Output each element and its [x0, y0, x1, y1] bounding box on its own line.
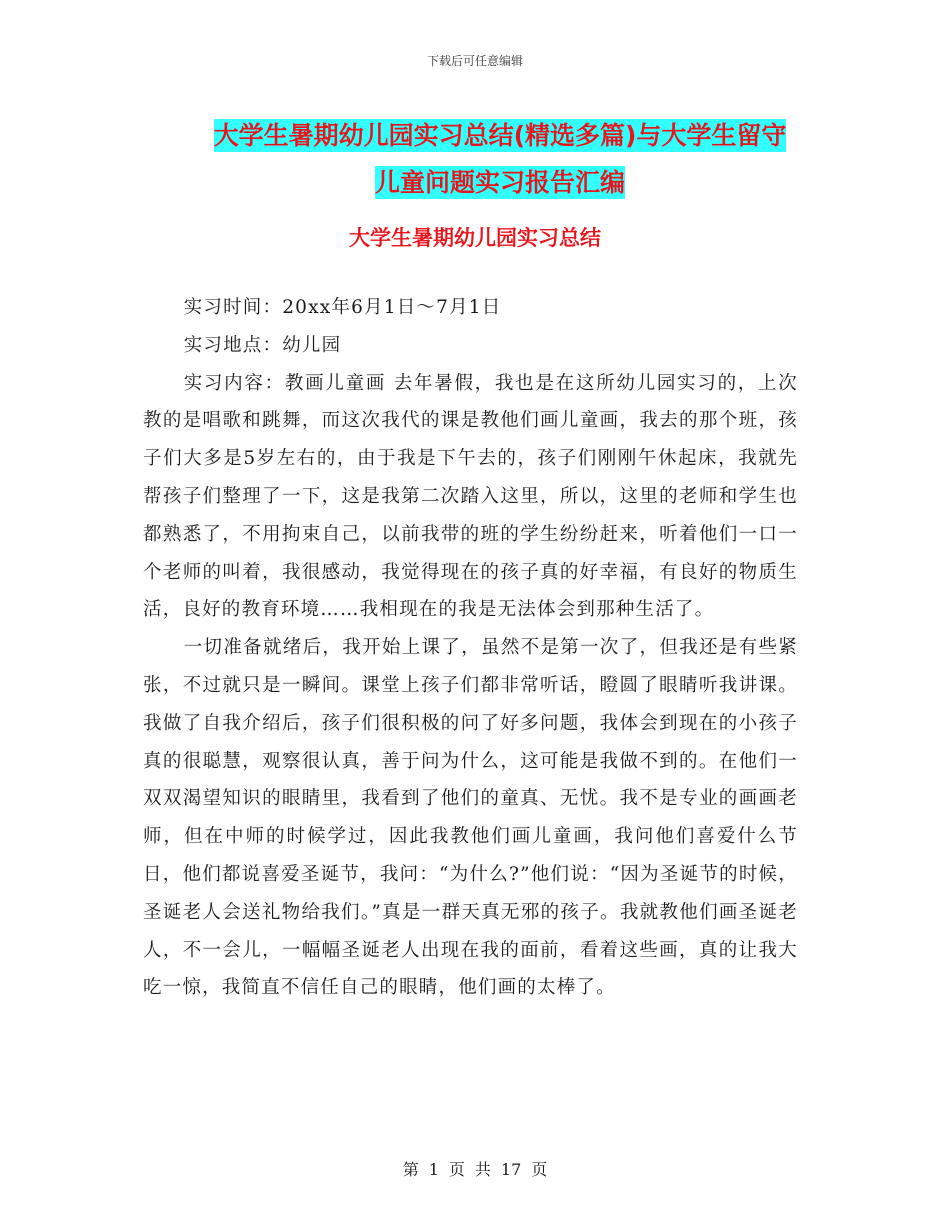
footer-prefix: 第 — [402, 1160, 419, 1179]
section-title: 大学生暑期幼儿园实习总结 — [349, 226, 601, 250]
page-footer — [0, 1157, 950, 1180]
footer-page-number: 1 — [428, 1160, 439, 1179]
document-title — [140, 112, 860, 206]
footer-page-unit: 页 — [448, 1160, 465, 1179]
body-text — [143, 289, 798, 1007]
document-title-line2: 儿童问题实习报告汇编 — [374, 168, 625, 197]
document-title-line1: 大学生暑期幼儿园实习总结(精选多篇)与大学生留守 — [213, 121, 787, 150]
footer-total-unit: 页 — [531, 1160, 548, 1179]
footer-total-prefix: 共 — [474, 1160, 491, 1179]
paragraph-internship-content: 实习内容：教画儿童画 去年暑假，我也是在这所幼儿园实习的，上次教的是唱歌和跳舞，而这次我代的课是教他们画儿童画，我去的那个班，孩子们大多是5岁左右的，由于我是下午去的，孩子们刚刚午休起床，我就先帮孩子们整理了一下，这是我第二次踏入这里，所以，这里的老师和学生也都熟悉了，不用拘束自己，以前我带的班的学生纷纷赶来，听着他们一口一个老师的叫着，我很感动，我觉得现在的孩子真的好幸福，有良好的物质生活，良好的教育环境……我相现在的我是无法体会到那种生活了。 — [143, 372, 798, 621]
header-note: 下载后可任意编辑 — [426, 54, 523, 68]
paragraph-internship-time: 实习时间：20xx年6月1日～7月1日 — [183, 297, 502, 318]
paragraph-internship-location: 实习地点：幼儿园 — [183, 334, 342, 356]
footer-total-pages: 17 — [500, 1160, 522, 1179]
paragraph-class-experience: 一切准备就绪后，我开始上课了，虽然不是第一次了，但我还是有些紧张，不过就只是一瞬间。课堂上孩子们都非常听话，瞪圆了眼睛听我讲课。我做了自我介绍后，孩子们很积极的问了好多问题，我体会到现在的小孩子真的很聪慧，观察很认真，善于问为什么，这可能是我做不到的。在他们一双双渴望知识的眼睛里，我看到了他们的童真、无忧。我不是专业的画画老师，但在中师的时候学过，因此我教他们画儿童画，我问他们喜爱什么节日，他们都说喜爱圣诞节，我问：“为什么?”他们说：“因为圣诞节的时候，圣诞老人会送礼物给我们。”真是一群天真无邪的孩子。我就教他们画圣诞老人，不一会儿，一幅幅圣诞老人出现在我的面前，看着这些画，真的让我大吃一惊，我简直不信任自己的眼睛，他们画的太棒了。 — [143, 637, 798, 999]
